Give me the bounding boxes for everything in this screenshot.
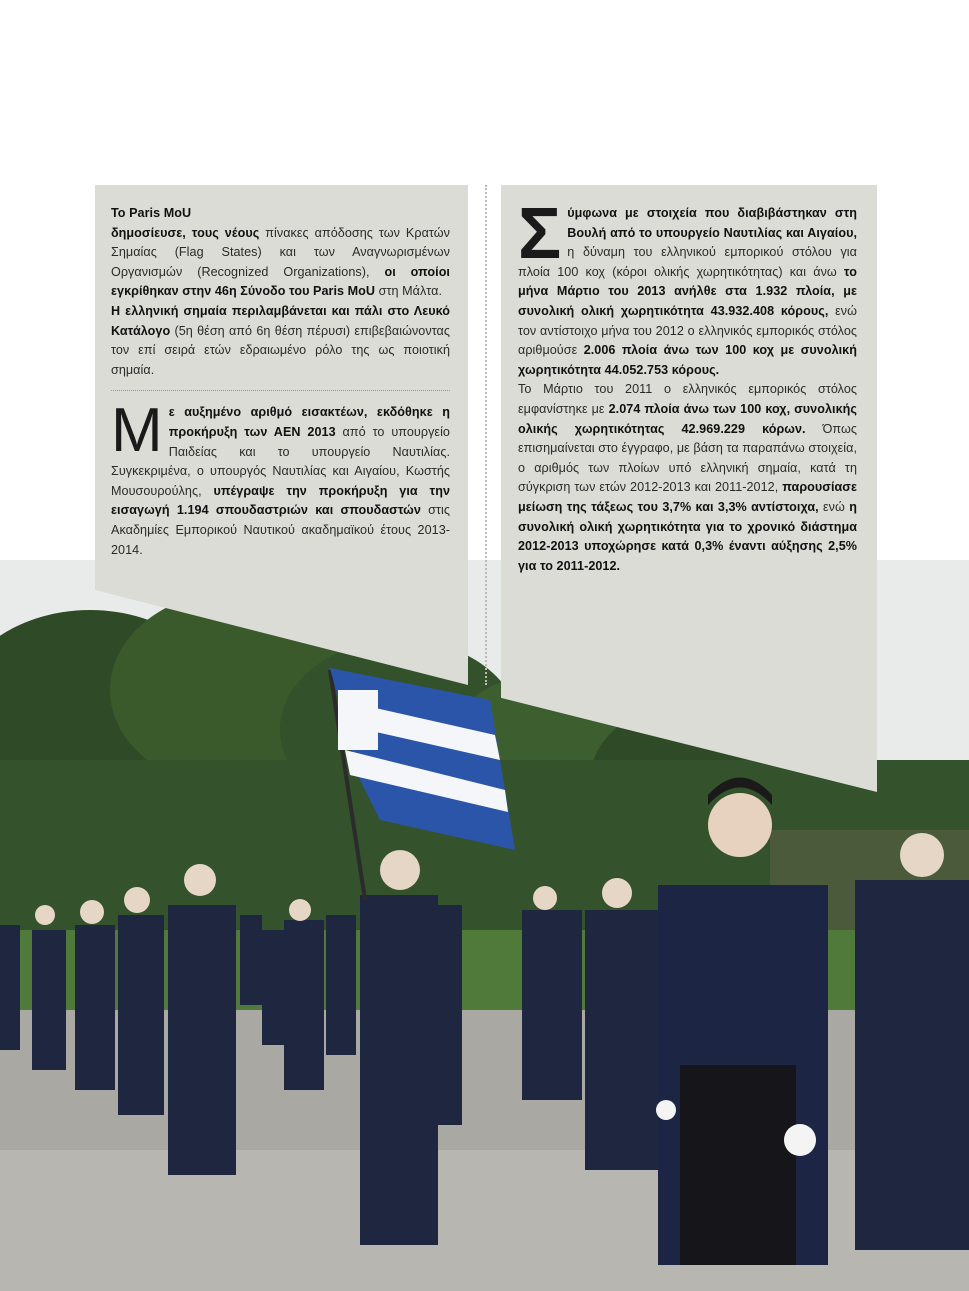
white-list-paragraph bbox=[111, 302, 450, 380]
fleet-statistics-article bbox=[518, 194, 858, 380]
body-text: Όπως επισημαίνεται στο έγγραφο, με βάση τα παραπάνω στοιχεία, ο αριθμός των πλοίων υπό ελληνική σημαία, κατά τη σύγκριση των ετών 2012-2013 και 2011-2012, bbox=[518, 421, 857, 495]
body-text: στη Μάλτα. bbox=[375, 284, 443, 299]
body-text: (5η θέση από 6η θέση πέρυσι) επιβεβαιώνοντας τον επί σειρά ετών εδραιωμένο ρόλο της ως ποιοτική σημαία. bbox=[111, 323, 450, 377]
bold-text: παρουσίασε μείωση της τάξεως του 3,7% και 3,3% αντίστοιχα, bbox=[518, 480, 857, 514]
body-text: πίνακες απόδοσης των Κρατών Σημαίας (Flag States) και των Αναγνωρισμένων Οργανισμών (Recognized Organizations), bbox=[111, 225, 450, 279]
aen-admissions-article bbox=[111, 396, 451, 560]
dotted-divider bbox=[111, 390, 450, 391]
bold-text: 2.006 πλοία άνω των 100 κοχ με συνολική χωρητικότητα 44.052.753 κόρους. bbox=[518, 343, 858, 377]
left-column-text bbox=[111, 204, 450, 560]
bold-text: 2.074 πλοία άνω των 100 κοχ, συνολικής ολικής χωρητικότητας 42.969.229 κόρων. bbox=[518, 401, 857, 436]
bold-text: οι οποίοι εγκρίθηκαν στην 46η Σύνοδο του Paris MoU bbox=[111, 264, 450, 299]
body-text: Το Μάρτιο του 2011 ο ελληνικός εμπορικός στόλος εμφανίστηκε με bbox=[518, 382, 857, 416]
bold-text: ύμφωνα με στοιχεία που διαβιβάστηκαν στη Βουλή από το υπουργείο Ναυτιλίας και Αιγαίου, bbox=[567, 206, 857, 240]
body-text: από το υπουργείο Παιδείας και το υπουργείο Ναυτιλίας. Συγκεκριμένα, ο υπουργός Ναυτιλίας και Αιγαίου, Κωστής Μουσουρούλης, bbox=[111, 424, 450, 498]
fleet-comparison-paragraph bbox=[518, 380, 857, 576]
bold-text: ε αυξημένο αριθμό εισακτέων, εκδόθηκε η προκήρυξη των ΑΕΝ 2013 bbox=[168, 405, 450, 439]
article-heading: Το Paris MoU bbox=[111, 206, 192, 220]
column-divider bbox=[485, 185, 487, 685]
right-column-text bbox=[518, 194, 858, 576]
bold-text: δημοσίευσε, τους νέους bbox=[111, 225, 260, 240]
body-text: ενώ bbox=[818, 499, 850, 514]
drop-cap: Μ bbox=[111, 396, 163, 466]
body-text: η δύναμη του ελληνικού εμπορικού στόλου για πλοία 100 κοχ (κόροι ολικής χωρητικότητας) και άνω bbox=[518, 245, 857, 279]
paris-mou-article bbox=[111, 204, 450, 302]
body-text: στις Ακαδημίες Εμπορικού Ναυτικού ακαδημαϊκού έτους 2013-2014. bbox=[111, 503, 450, 557]
drop-cap: Σ bbox=[518, 194, 562, 274]
bold-text: υπέγραψε την προκήρυξη για την εισαγωγή 1.194 σπουδαστριών και σπουδαστών bbox=[111, 483, 451, 518]
body-text: ενώ τον αντίστοιχο μήνα του 2012 ο ελληνικός εμπορικός στόλος αριθμούσε bbox=[518, 303, 857, 358]
bold-text: Η ελληνική σημαία περιλαμβάνεται και πάλι στο Λευκό Κατάλογο bbox=[111, 303, 450, 338]
bold-text: η συνολική ολική χωρητικότητα για το χρονικό διάστημα 2012-2013 υποχώρησε κατά 0,3% έναντι αύξησης 2,5% για το 2011-2012. bbox=[518, 499, 857, 573]
bold-text: το μήνα Μάρτιο του 2013 ανήλθε στα 1.932 πλοία, με συνολική ολική χωρητικότητα 43.932.408 κόρους, bbox=[518, 264, 857, 318]
